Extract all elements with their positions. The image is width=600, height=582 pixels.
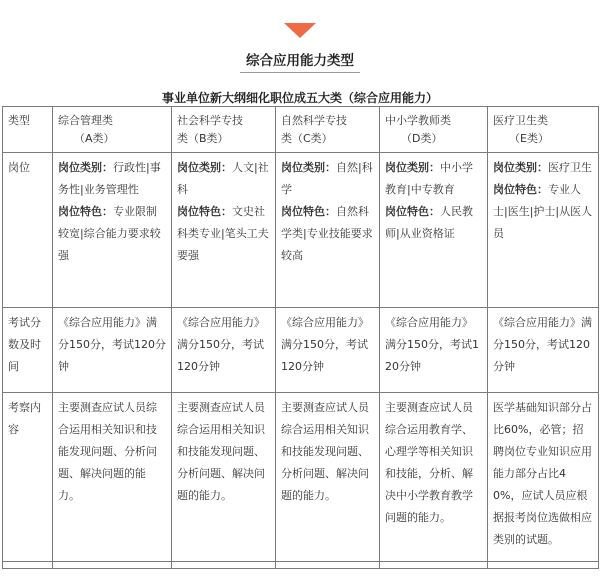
category-table (2, 106, 599, 569)
table-header-row (3, 107, 599, 153)
feature-label: 岗位特色： (493, 183, 548, 196)
feature-value: 自然科学类|专业技能要求较高 (281, 205, 373, 262)
column-name: 自然科学专技 (281, 114, 347, 127)
table-cell (53, 562, 172, 569)
category-value: 人文|社科 (177, 161, 269, 196)
feature-value: 专业限制较宽|综合能力要求较强 (58, 205, 161, 262)
feature-label: 岗位特色： (177, 205, 232, 218)
table-cell: 主要测查应试人员综合运用相关知识和技能发现问题、分析问题、解决问题的能力。 (172, 393, 276, 562)
category-label: 岗位类别： (58, 161, 113, 174)
table-row-cut (3, 562, 599, 569)
row-label: 岗位 (3, 153, 53, 308)
corner-header: 类型 (3, 107, 53, 153)
table-cell: 主要测查应试人员综合运用相关知识和技能发现问题、分析问题、解决问题的能力。 (53, 393, 172, 562)
section-title: 综合应用能力类型 (246, 53, 354, 69)
table-cell (53, 153, 172, 308)
table-cell: 主要测查应试人员综合运用相关知识和技能发现问题、分析问题、解决问题的能力。 (276, 393, 380, 562)
category-label: 岗位类别： (385, 161, 440, 174)
table-cell (172, 153, 276, 308)
table-cell (276, 562, 380, 569)
table-cell (380, 153, 488, 308)
column-name: 社会科学专技 (177, 114, 243, 127)
column-code: （D类） (401, 132, 443, 145)
feature-value: 文史社科类专业|笔头工夫要强 (177, 205, 269, 262)
table-cell (380, 562, 488, 569)
category-label: 岗位类别： (281, 161, 336, 174)
column-header-e (488, 107, 599, 153)
column-code: （E类） (509, 132, 549, 145)
column-header-d (380, 107, 488, 153)
table-row-post (3, 153, 599, 308)
table-cell (172, 562, 276, 569)
category-value: 自然|科学 (281, 161, 373, 196)
table-cell: 《综合应用能力》满分150分，考试120分钟 (276, 308, 380, 393)
feature-label: 岗位特色： (385, 205, 440, 218)
table-cell (488, 153, 599, 308)
row-label: 考察内容 (3, 393, 53, 562)
down-triangle-icon (284, 23, 316, 38)
table-cell: 医学基础知识部分占比60%，必管；招聘岗位专业知识应用能力部分占比40%，应试人员应根据报考岗位选做相应类别的试题。 (488, 393, 599, 562)
table-cell: 《综合应用能力》满分150分，考试120分钟 (488, 308, 599, 393)
column-name: 综合管理类 (58, 114, 113, 127)
column-code: 类（C类） (281, 132, 333, 145)
feature-value: 专业人士|医生|护士|从医人员 (493, 183, 593, 240)
table-row-content (3, 393, 599, 562)
category-value: 行政性|事务性|业务管理性 (58, 161, 161, 196)
table-row-exam (3, 308, 599, 393)
column-header-a (53, 107, 172, 153)
table-cell (276, 153, 380, 308)
table-cell: 《综合应用能力》满分150分，考试120分钟 (53, 308, 172, 393)
category-value: 医疗卫生 (548, 161, 592, 174)
table-title: 事业单位新大纲细化职位成五大类（综合应用能力） (161, 91, 438, 105)
column-header-c (276, 107, 380, 153)
category-label: 岗位类别： (493, 161, 548, 174)
title-underline (240, 72, 360, 73)
table-cell (3, 562, 53, 569)
feature-label: 岗位特色： (281, 205, 336, 218)
row-label: 考试分数及时间 (3, 308, 53, 393)
column-code: （A类） (74, 132, 115, 145)
table-cell: 《综合应用能力》满分150分，考试120分钟 (172, 308, 276, 393)
category-label: 岗位类别： (177, 161, 232, 174)
column-name: 医疗卫生类 (493, 114, 548, 127)
feature-value: 人民教师|从业资格证 (385, 205, 473, 240)
table-cell (488, 562, 599, 569)
feature-label: 岗位特色： (58, 205, 113, 218)
category-value: 中小学教育|中专教育 (385, 161, 473, 196)
column-name: 中小学教师类 (385, 114, 451, 127)
column-header-b (172, 107, 276, 153)
table-cell: 主要测查应试人员综合运用教育学、心理学等相关知识和技能，分析、解决中小学教育教学问题的能力。 (380, 393, 488, 562)
column-code: 类（B类） (177, 132, 229, 145)
table-cell: 《综合应用能力》满分150分，考试120分钟 (380, 308, 488, 393)
